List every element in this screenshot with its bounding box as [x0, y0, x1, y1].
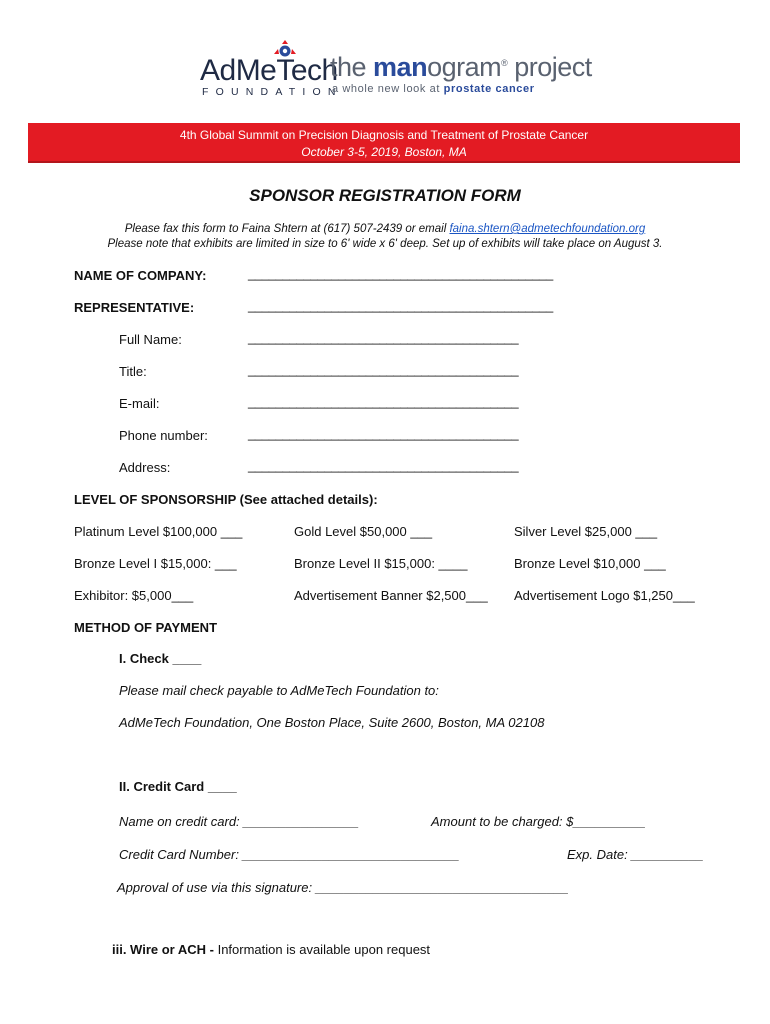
signature-field[interactable]: Approval of use via this signature: ___________________________________	[117, 880, 569, 895]
intro-line-2: Please note that exhibits are limited in size to 6' wide x 6' deep. Set up of exhibits will take place on August 3.	[107, 238, 663, 250]
form-title: SPONSOR REGISTRATION FORM	[249, 186, 521, 205]
email-field[interactable]: _______________________________________	[248, 394, 519, 409]
check-address: AdMeTech Foundation, One Boston Place, Suite 2600, Boston, MA 02108	[119, 715, 545, 730]
manogram-logo	[330, 52, 592, 102]
wire-option	[112, 942, 430, 957]
title-label: Title:	[119, 364, 147, 379]
bronze-option[interactable]: Bronze Level $10,000 ___	[514, 556, 666, 571]
admetech-subtitle: FOUNDATION	[202, 86, 343, 98]
check-option[interactable]: I. Check ____	[119, 651, 202, 666]
manogram-wordmark: the manogram® project	[330, 52, 592, 82]
representative-field[interactable]: ____________________________________________	[248, 298, 553, 313]
credit-card-option[interactable]: II. Credit Card ____	[119, 779, 237, 794]
address-label: Address:	[119, 460, 171, 475]
payment-heading: METHOD OF PAYMENT	[74, 620, 218, 635]
platinum-option[interactable]: Platinum Level $100,000 ___	[74, 524, 243, 539]
bronze-2-option[interactable]: Bronze Level II $15,000: ____	[294, 556, 468, 571]
logo-option[interactable]: Advertisement Logo $1,250___	[514, 588, 695, 603]
card-number-field[interactable]: Credit Card Number: ______________________________	[119, 847, 460, 862]
event-banner	[28, 123, 740, 163]
intro-line-1: Please fax this form to Faina Shtern at (617) 507-2439 or email faina.shtern@admetechfoundation.org	[124, 223, 646, 235]
event-date: October 3-5, 2019, Boston, MA	[301, 145, 467, 159]
exp-date-field[interactable]: Exp. Date: __________	[567, 847, 704, 862]
representative-label: REPRESENTATIVE:	[74, 300, 195, 315]
wire-label: iii. Wire or ACH -	[112, 942, 218, 957]
gold-option[interactable]: Gold Level $50,000 ___	[294, 524, 433, 539]
company-label: NAME OF COMPANY:	[74, 268, 207, 283]
email-link[interactable]: faina.shtern@admetechfoundation.org	[449, 223, 646, 235]
card-name-field[interactable]: Name on credit card: ________________	[119, 814, 359, 829]
company-field[interactable]: ____________________________________________	[248, 266, 553, 281]
title-field[interactable]: _______________________________________	[248, 362, 519, 377]
admetech-wordmark: AdMeTech	[200, 54, 338, 87]
phone-label: Phone number:	[119, 428, 208, 443]
amount-field[interactable]: Amount to be charged: $__________	[431, 814, 646, 829]
manogram-tagline: a whole new look at prostate cancer	[332, 83, 535, 95]
wire-text: Information is available upon request	[217, 942, 431, 957]
sponsorship-heading: LEVEL OF SPONSORSHIP (See attached details):	[74, 492, 378, 507]
admetech-logo	[192, 40, 343, 100]
full-name-field[interactable]: _______________________________________	[248, 330, 519, 345]
silver-option[interactable]: Silver Level $25,000 ___	[514, 524, 658, 539]
exhibitor-option[interactable]: Exhibitor: $5,000___	[74, 588, 194, 603]
banner-option[interactable]: Advertisement Banner $2,500___	[294, 588, 488, 603]
bronze-1-option[interactable]: Bronze Level I $15,000: ___	[74, 556, 237, 571]
phone-field[interactable]: _______________________________________	[248, 426, 519, 441]
event-title: 4th Global Summit on Precision Diagnosis and Treatment of Prostate Cancer	[179, 128, 589, 142]
full-name-label: Full Name:	[119, 332, 182, 347]
check-note: Please mail check payable to AdMeTech Foundation to:	[119, 683, 439, 698]
address-field[interactable]: _______________________________________	[248, 458, 519, 473]
email-label: E-mail:	[119, 396, 160, 411]
